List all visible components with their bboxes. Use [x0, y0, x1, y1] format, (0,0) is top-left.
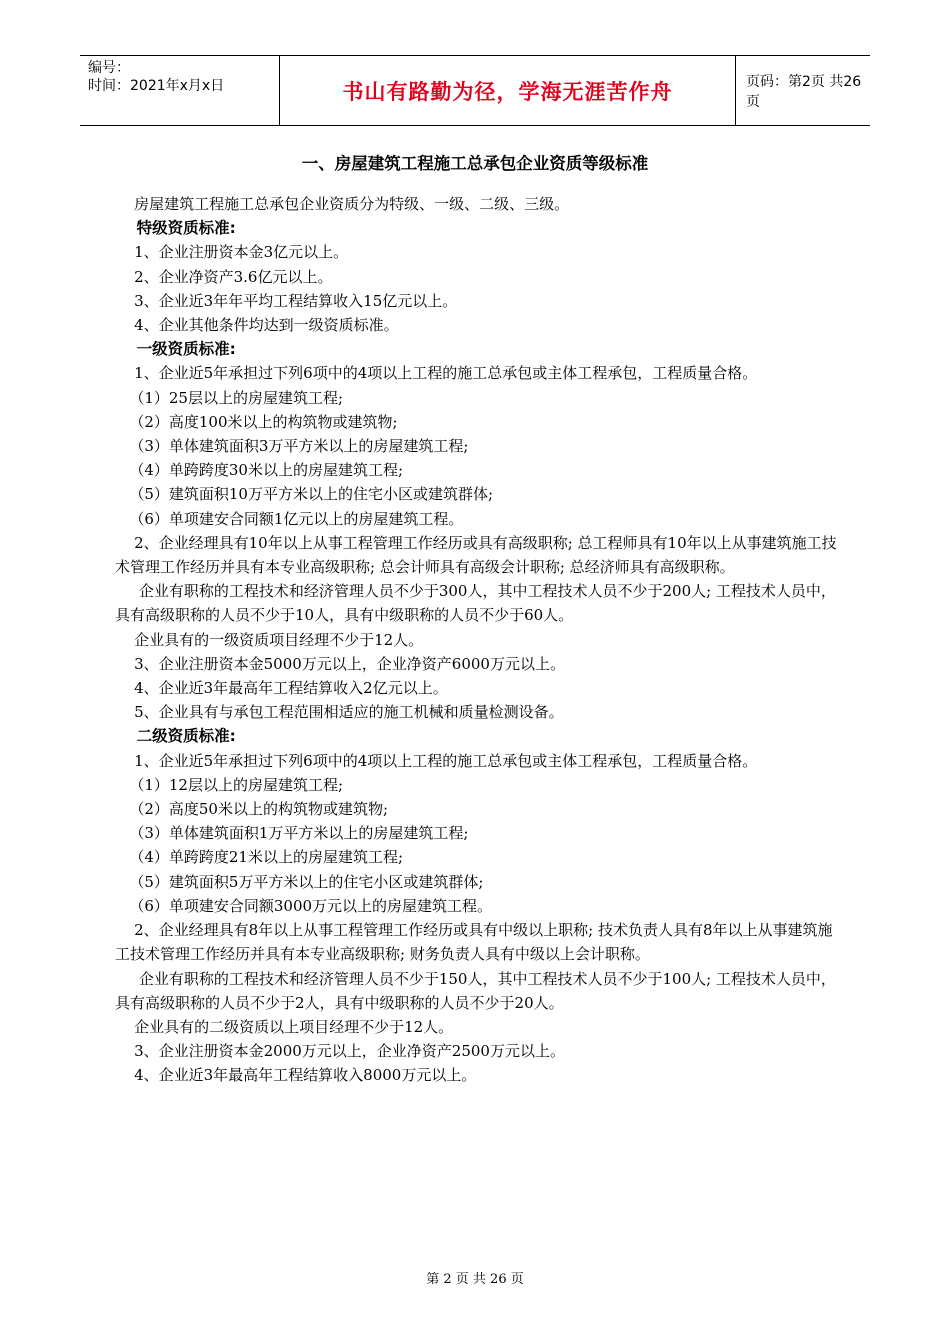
document-header — [80, 55, 870, 126]
body-paragraph: （6）单项建安合同额3000万元以上的房屋建筑工程。 — [115, 896, 493, 915]
page-footer: 第 2 页 共 26 页 — [426, 1272, 524, 1287]
body-paragraph: （2）高度50米以上的构筑物或建筑物; — [115, 800, 388, 819]
body-paragraph: 4、企业近3年最高年工程结算收入8000万元以上。 — [115, 1066, 477, 1085]
body-paragraph: （3）单体建筑面积3万平方米以上的房屋建筑工程; — [115, 437, 469, 456]
body-paragraph: 3、企业注册资本金2000万元以上，企业净资产2500万元以上。 — [115, 1042, 565, 1061]
body-paragraph: （1）12层以上的房屋建筑工程; — [115, 775, 343, 794]
body-paragraph: 4、企业近3年最高年工程结算收入2亿元以上。 — [115, 679, 448, 698]
document-number-label: 编号： — [88, 60, 130, 76]
body-paragraph: 2、企业经理具有8年以上从事工程管理工作经历或具有中级以上职称; 技术负责人具有8年以上从事建筑施工技术管理工作经历并具有本专业高级职称; 财务负责人具有中级以上会计职称。 — [115, 921, 833, 964]
body-paragraph: 4、企业其他条件均达到一级资质标准。 — [115, 316, 399, 335]
body-paragraph: 1、企业注册资本金3亿元以上。 — [115, 243, 349, 262]
document-title: 一、房屋建筑工程施工总承包企业资质等级标准 — [301, 154, 649, 173]
body-paragraph: （6）单项建安合同额1亿元以上的房屋建筑工程。 — [115, 509, 464, 528]
body-paragraph: 企业具有的一级资质项目经理不少于12人。 — [115, 630, 424, 649]
section-heading: 一级资质标准: — [115, 340, 236, 359]
body-paragraph: 企业有职称的工程技术和经济管理人员不少于150人，其中工程技术人员不少于100人; 工程技术人员中，具有高级职称的人员不少于2人，具有中级职称的人员不少于20人。 — [115, 969, 836, 1012]
body-paragraph: 企业具有的二级资质以上项目经理不少于12人。 — [115, 1017, 454, 1036]
body-paragraph: （4）单跨跨度30米以上的房屋建筑工程; — [115, 461, 403, 480]
body-paragraph: （2）高度100米以上的构筑物或建筑物; — [115, 412, 398, 431]
body-paragraph: （4）单跨跨度21米以上的房屋建筑工程; — [115, 848, 403, 867]
body-paragraph: 1、企业近5年承担过下列6项中的4项以上工程的施工总承包或主体工程承包，工程质量合格。 — [115, 364, 758, 383]
document-date: 时间：2021年x月x日 — [88, 78, 225, 94]
body-paragraph: 3、企业近3年年平均工程结算收入15亿元以上。 — [115, 291, 458, 310]
body-paragraph: 1、企业近5年承担过下列6项中的4项以上工程的施工总承包或主体工程承包，工程质量合格。 — [115, 751, 758, 770]
section-heading: 二级资质标准: — [115, 727, 236, 746]
body-paragraph: 企业有职称的工程技术和经济管理人员不少于300人，其中工程技术人员不少于200人; 工程技术人员中，具有高级职称的人员不少于10人，具有中级职称的人员不少于60人。 — [115, 582, 836, 625]
section-heading: 特级资质标准: — [115, 219, 236, 238]
body-paragraph: 房屋建筑工程施工总承包企业资质分为特级、一级、二级、三级。 — [115, 195, 570, 213]
header-page-info-cell — [736, 56, 870, 125]
document-body — [115, 192, 840, 1088]
header-motto-cell — [280, 56, 736, 125]
body-paragraph: 3、企业注册资本金5000万元以上，企业净资产6000万元以上。 — [115, 654, 565, 673]
body-paragraph: 5、企业具有与承包工程范围相适应的施工机械和质量检测设备。 — [115, 703, 564, 722]
body-paragraph: （5）建筑面积5万平方米以上的住宅小区或建筑群体; — [115, 872, 484, 891]
header-meta — [80, 56, 280, 125]
body-paragraph: 2、企业净资产3.6亿元以上。 — [115, 267, 333, 286]
header-page-info: 页码：第2页 共26页 — [746, 73, 862, 110]
body-paragraph: （5）建筑面积10万平方米以上的住宅小区或建筑群体; — [115, 485, 493, 504]
body-paragraph: 2、企业经理具有10年以上从事工程管理工作经历或具有高级职称; 总工程师具有10年以上从事建筑施工技术管理工作经历并具有本专业高级职称; 总会计师具有高级会计职称; 总经济师具有高级职称。 — [115, 533, 837, 577]
header-motto: 书山有路勤为径，学海无涯苦作舟 — [342, 79, 673, 104]
body-paragraph: （3）单体建筑面积1万平方米以上的房屋建筑工程; — [115, 824, 469, 843]
body-paragraph: （1）25层以上的房屋建筑工程; — [115, 388, 343, 407]
